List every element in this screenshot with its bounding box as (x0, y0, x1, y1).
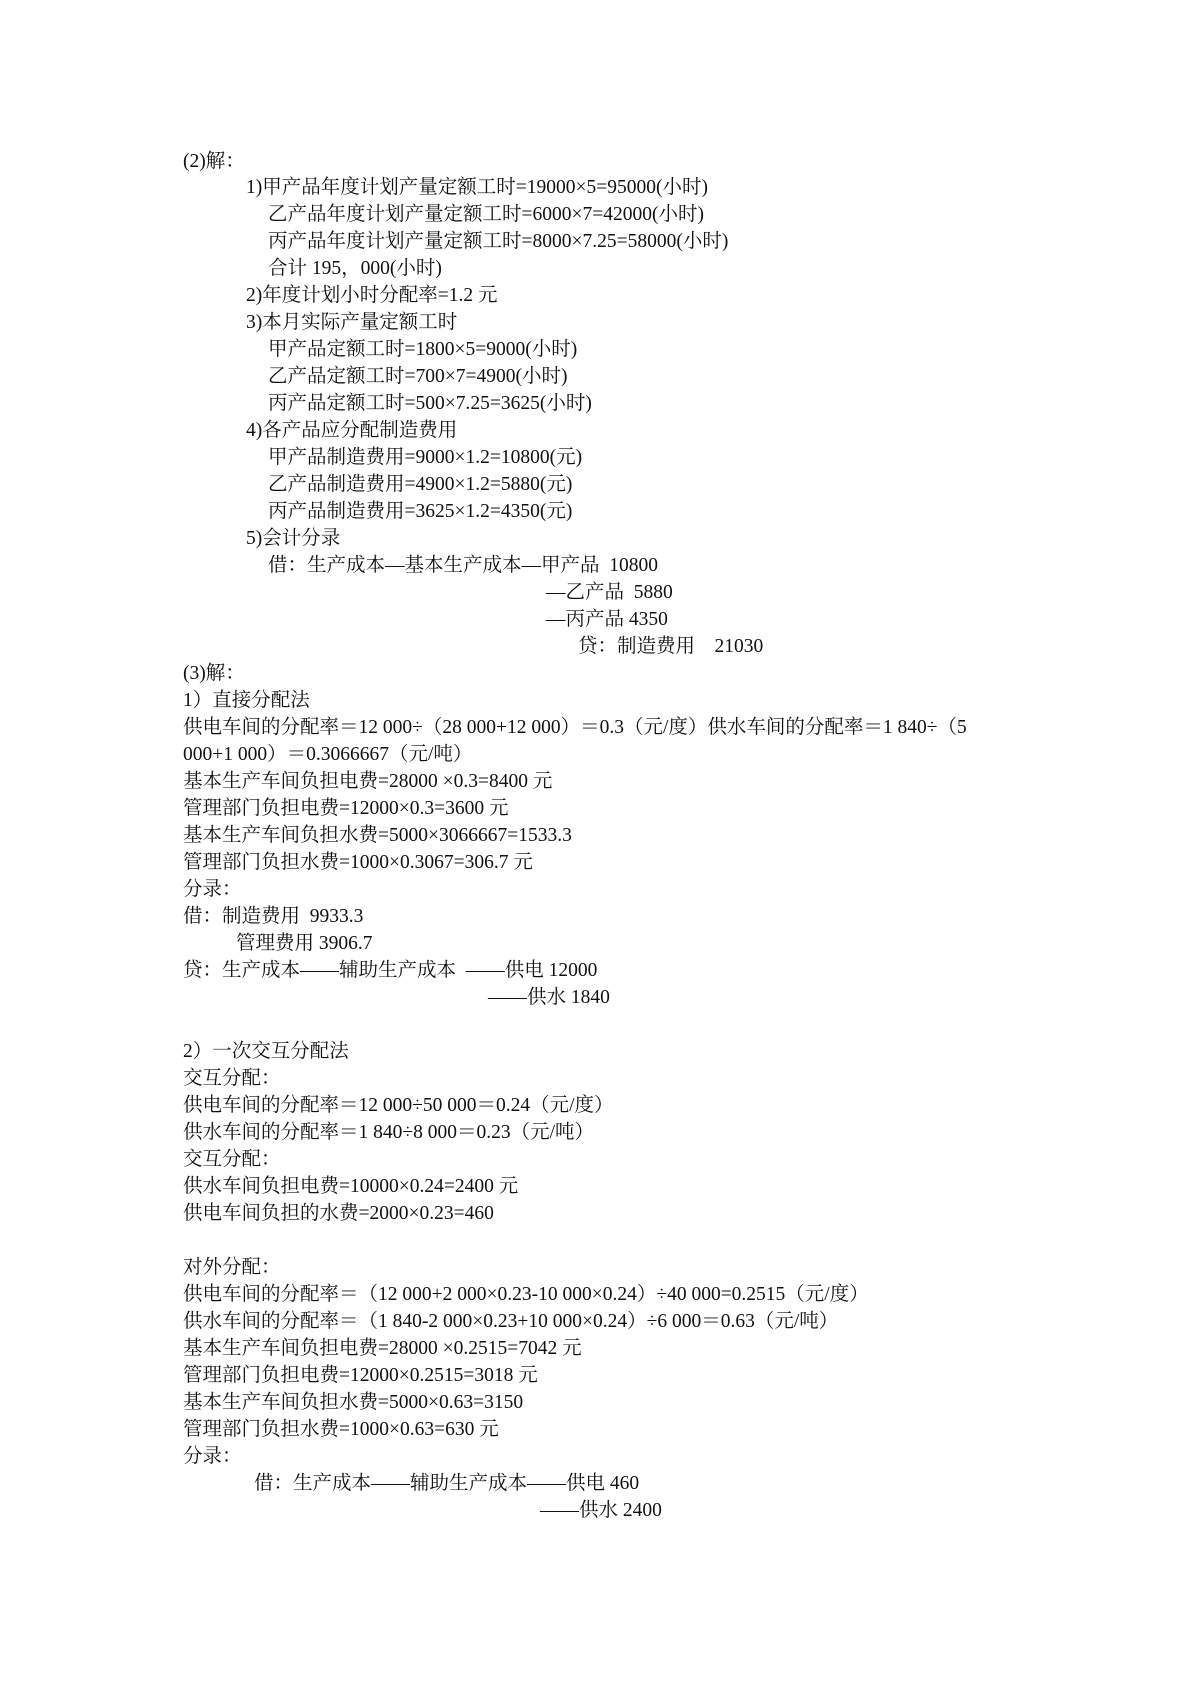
entry-label: 分录： (183, 1446, 242, 1467)
calc-line: 管理部门负担电费=12000×0.3=3600 元 (183, 798, 509, 819)
calc-line: 乙产品制造费用=4900×1.2=5880(元) (268, 474, 573, 495)
total-line: 合计 195，000(小时) (268, 258, 442, 279)
calc-line: 供水车间的分配率＝1 840÷8 000＝0.23（元/吨） (183, 1122, 594, 1143)
calc-line: 基本生产车间负担水费=5000×3066667=1533.3 (183, 825, 572, 846)
journal-entry-line: 贷：制造费用 21030 (578, 636, 764, 657)
entry-label: 交互分配： (183, 1068, 281, 1089)
calc-line: 供电车间的分配率＝（12 000+2 000×0.23-10 000×0.24）÷40 000=0.2515（元/度） (183, 1284, 869, 1305)
calc-line: 供电车间的分配率＝12 000÷（28 000+12 000）＝0.3（元/度）供水车间的分配率＝1 840÷（5 (183, 717, 967, 738)
journal-entry-line: 借：制造费用 9933.3 (183, 906, 364, 927)
calc-line: 供电车间负担的水费=2000×0.23=460 (183, 1203, 494, 1224)
journal-entry-line: —乙产品 5880 (546, 582, 673, 603)
subsection-title: 1）直接分配法 (183, 690, 310, 711)
calc-line: 2)年度计划小时分配率=1.2 元 (246, 285, 498, 306)
calc-line: 甲产品定额工时=1800×5=9000(小时) (268, 339, 578, 360)
calc-line: 基本生产车间负担电费=28000 ×0.2515=7042 元 (183, 1338, 582, 1359)
calc-line: 000+1 000）＝0.3066667（元/吨） (183, 744, 473, 765)
entry-label: 对外分配： (183, 1257, 281, 1278)
subsection-title: 5)会计分录 (246, 528, 341, 549)
journal-entry-line: —丙产品 4350 (546, 609, 668, 630)
calc-line: 管理部门负担水费=1000×0.63=630 元 (183, 1419, 499, 1440)
section-3-heading: (3)解： (183, 663, 245, 684)
calc-line: 丙产品制造费用=3625×1.2=4350(元) (268, 501, 573, 522)
journal-entry-line: 管理费用 3906.7 (236, 933, 373, 954)
calc-line: 丙产品年度计划产量定额工时=8000×7.25=58000(小时) (268, 231, 729, 252)
calc-line: 1)甲产品年度计划产量定额工时=19000×5=95000(小时) (246, 177, 708, 198)
entry-label: 分录： (183, 879, 242, 900)
journal-entry-line: 借：生产成本——辅助生产成本——供电 460 (254, 1473, 640, 1494)
calc-line: 管理部门负担电费=12000×0.2515=3018 元 (183, 1365, 538, 1386)
journal-entry-line: 借：生产成本—基本生产成本—甲产品 10800 (268, 555, 659, 576)
calc-line: 管理部门负担水费=1000×0.3067=306.7 元 (183, 852, 533, 873)
journal-entry-line: ——供水 2400 (540, 1500, 662, 1521)
calc-line: 供电车间的分配率＝12 000÷50 000＝0.24（元/度） (183, 1095, 614, 1116)
calc-line: 供水车间的分配率＝（1 840-2 000×0.23+10 000×0.24）÷6 000＝0.63（元/吨） (183, 1311, 839, 1332)
subsection-title: 3)本月实际产量定额工时 (246, 312, 458, 333)
journal-entry-line: ——供水 1840 (488, 987, 610, 1008)
subsection-title: 4)各产品应分配制造费用 (246, 420, 458, 441)
section-2-heading: (2)解： (183, 151, 245, 172)
calc-line: 基本生产车间负担电费=28000 ×0.3=8400 元 (183, 771, 553, 792)
calc-line: 乙产品年度计划产量定额工时=6000×7=42000(小时) (268, 204, 704, 225)
calc-line: 乙产品定额工时=700×7=4900(小时) (268, 366, 568, 387)
calc-line: 基本生产车间负担水费=5000×0.63=3150 (183, 1392, 524, 1413)
calc-line: 供水车间负担电费=10000×0.24=2400 元 (183, 1176, 519, 1197)
journal-entry-line: 贷：生产成本——辅助生产成本 ——供电 12000 (183, 960, 598, 981)
entry-label: 交互分配： (183, 1149, 281, 1170)
subsection-title: 2）一次交互分配法 (183, 1041, 349, 1062)
calc-line: 甲产品制造费用=9000×1.2=10800(元) (268, 447, 583, 468)
calc-line: 丙产品定额工时=500×7.25=3625(小时) (268, 393, 592, 414)
